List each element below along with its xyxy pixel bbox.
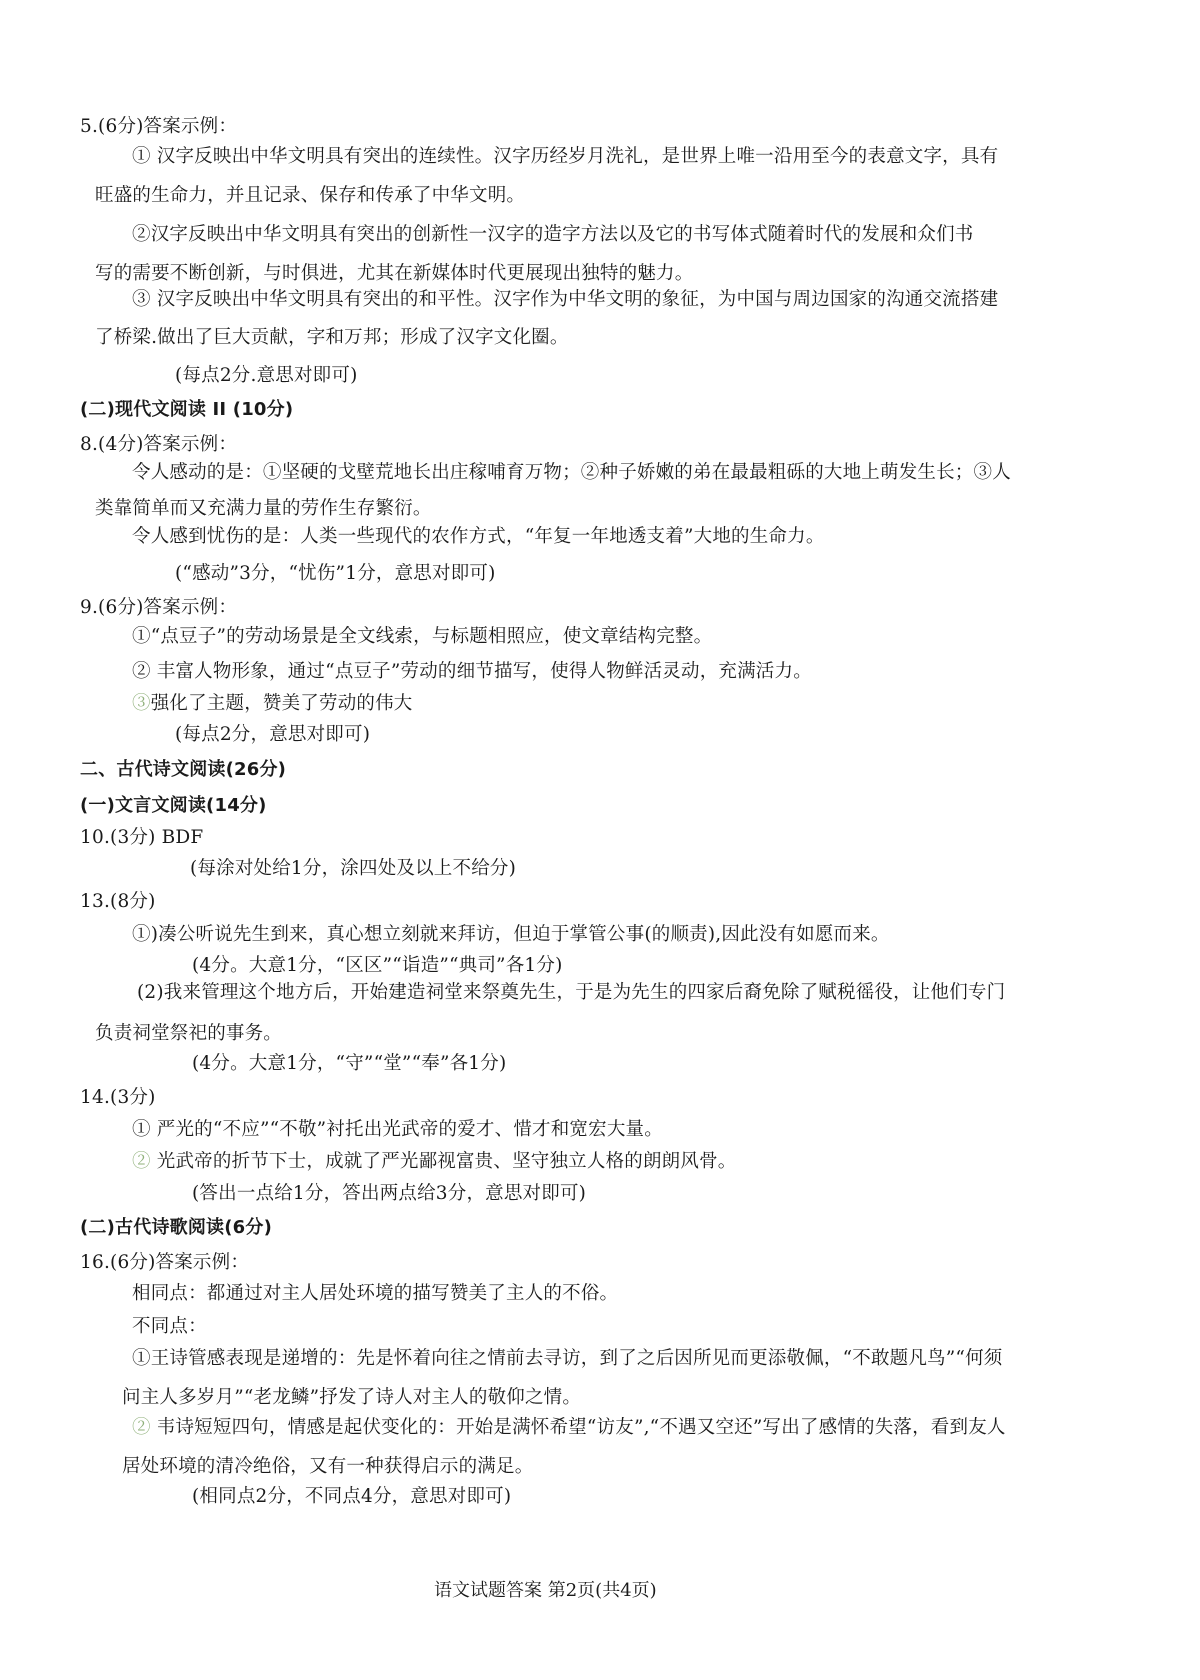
text-line bbox=[192, 953, 563, 979]
text-line bbox=[95, 183, 525, 209]
line-text: 9.(6分)答案示例： bbox=[80, 597, 238, 618]
text-line bbox=[122, 1385, 581, 1411]
line-text: (4分。大意1分，“守”“堂”“奉”各1分) bbox=[192, 1053, 507, 1074]
text-line bbox=[192, 1051, 506, 1077]
text-line bbox=[132, 1314, 207, 1340]
text-line bbox=[175, 722, 370, 748]
page-footer: 语文试题答案 第2页(共4页) bbox=[434, 1580, 657, 1601]
line-text: ① 汉字反映出中华文明具有突出的连续性。汉字历经岁月洗礼，是世界上唯一沿用至今的表意文字，具有 bbox=[132, 146, 999, 167]
line-text: ①)凑公听说先生到来，真心想立刻就来拜访，但迫于掌管公事(的顺责),因此没有如愿而来。 bbox=[132, 924, 890, 945]
line-text: 16.(6分)答案示例： bbox=[80, 1252, 250, 1273]
line-text: 10.(3分) BDF bbox=[80, 827, 204, 848]
line-text: (一)文言文阅读(14分) bbox=[80, 795, 267, 816]
line-text: ② 丰富人物形象，通过“点豆子”劳动的细节描写，使得人物鲜活灵动，充满活力。 bbox=[132, 661, 812, 682]
text-line bbox=[132, 144, 998, 170]
text-line bbox=[95, 1021, 282, 1047]
line-text: 8.(4分)答案示例： bbox=[80, 434, 238, 455]
text-line bbox=[132, 1281, 618, 1307]
text-line bbox=[132, 524, 825, 550]
line-text: ②汉字反映出中华文明具有突出的创新性一汉字的造字方法以及它的书写体式随着时代的发展和众们书 bbox=[132, 224, 974, 245]
line-text: 令人感到忧伤的是：人类一些现代的农作方式，“年复一年地透支着”大地的生命力。 bbox=[132, 526, 825, 547]
line-text: 居处环境的清冷绝俗，又有一种获得启示的满足。 bbox=[122, 1456, 534, 1477]
text-line bbox=[192, 1181, 586, 1207]
section-heading bbox=[80, 1215, 272, 1241]
text-line bbox=[192, 1484, 511, 1510]
text-line bbox=[80, 595, 237, 621]
text-line bbox=[95, 496, 432, 522]
text-line bbox=[80, 825, 203, 851]
line-text: (相同点2分，不同点4分，意思对即可) bbox=[192, 1486, 512, 1507]
text-line bbox=[95, 261, 693, 287]
line-text: 了桥梁.做出了巨大贡献，字和万邦；形成了汉字文化圈。 bbox=[95, 327, 569, 348]
text-line bbox=[132, 287, 998, 313]
line-text: 不同点： bbox=[132, 1316, 207, 1337]
text-line bbox=[80, 114, 237, 140]
section-heading bbox=[80, 793, 267, 819]
line-text: (4分。大意1分，“区区”“诣造”“典司”各1分) bbox=[192, 955, 563, 976]
line-text: ③ 汉字反映出中华文明具有突出的和平性。汉字作为中华文明的象征，为中国与周边国家的沟通交流搭建 bbox=[132, 289, 999, 310]
line-text: (每涂对处给1分，涂四处及以上不给分) bbox=[190, 858, 517, 879]
text-line bbox=[80, 1250, 249, 1276]
line-text: ①“点豆子”的劳动场景是全文线索，与标题相照应，使文章结构完整。 bbox=[132, 626, 713, 647]
text-line bbox=[132, 1415, 1006, 1441]
line-text: 负责祠堂祭祀的事务。 bbox=[95, 1023, 283, 1044]
line-text: (每点2分，意思对即可) bbox=[175, 724, 371, 745]
line-text: 问主人多岁月”“老龙鳞”抒发了诗人对主人的敬仰之情。 bbox=[122, 1387, 582, 1408]
item-number-marker: ③ bbox=[132, 693, 151, 714]
line-text: 二、古代诗文阅读(26分) bbox=[80, 759, 287, 780]
line-text: 14.(3分) bbox=[80, 1087, 156, 1108]
section-heading bbox=[80, 757, 286, 783]
text-line bbox=[175, 561, 496, 587]
text-line bbox=[132, 1346, 1002, 1372]
text-line bbox=[132, 1149, 737, 1175]
line-text: (每点2分.意思对即可) bbox=[175, 365, 358, 386]
section-heading bbox=[80, 397, 293, 423]
line-text: 类靠简单而又充满力量的劳作生存繁衍。 bbox=[95, 498, 432, 519]
line-text: (二)现代文阅读 II (10分) bbox=[80, 399, 294, 420]
line-text: 光武帝的折节下士，成就了严光鄙视富贵、坚守独立人格的朗朗风骨。 bbox=[150, 1151, 737, 1172]
text-line bbox=[80, 889, 156, 915]
text-line bbox=[80, 432, 237, 458]
line-text: (答出一点给1分，答出两点给3分，意思对即可) bbox=[192, 1183, 587, 1204]
text-line bbox=[175, 363, 358, 389]
line-text: 旺盛的生命力，并且记录、保存和传承了中华文明。 bbox=[95, 185, 526, 206]
text-line bbox=[132, 1117, 663, 1143]
line-text: 相同点：都通过对主人居处环境的描写赞美了主人的不俗。 bbox=[132, 1283, 619, 1304]
line-text: (二)古代诗歌阅读(6分) bbox=[80, 1217, 273, 1238]
line-text: 强化了主题，赞美了劳动的伟大 bbox=[150, 693, 413, 714]
text-line bbox=[190, 856, 516, 882]
text-line bbox=[132, 659, 812, 685]
line-text: 写的需要不断创新，与时俱进，尤其在新媒体时代更展现出独特的魅力。 bbox=[95, 263, 694, 284]
line-text: ①王诗管感表现是递增的：先是怀着向往之情前去寻访，到了之后因所见而更添敬佩，“不敢题凡鸟”“何须 bbox=[132, 1348, 1003, 1369]
text-line bbox=[132, 624, 712, 650]
line-text: 13.(8分) bbox=[80, 891, 156, 912]
item-number-marker: ② bbox=[132, 1151, 151, 1172]
line-text: 5.(6分)答案示例： bbox=[80, 116, 238, 137]
text-line bbox=[80, 1085, 156, 1111]
text-line bbox=[132, 222, 974, 248]
text-line bbox=[132, 460, 1011, 486]
text-line bbox=[132, 691, 413, 717]
line-text: 令人感动的是：①坚硬的戈壁荒地长出庄稼哺育万物；②种子娇嫩的弟在最最粗砾的大地上萌发生长；③人 bbox=[132, 462, 1011, 483]
text-line bbox=[95, 325, 569, 351]
text-line bbox=[122, 1454, 533, 1480]
line-text: 韦诗短短四句，情感是起伏变化的：开始是满怀希望“访友”,“不遇又空还”写出了感情的失落，看到友人 bbox=[150, 1417, 1006, 1438]
text-line bbox=[132, 922, 890, 948]
text-line bbox=[137, 980, 1005, 1006]
line-text: (“感动”3分，“忧伤”1分，意思对即可) bbox=[175, 563, 496, 584]
line-text: ① 严光的“不应”“不敬”衬托出光武帝的爱才、惜才和宽宏大量。 bbox=[132, 1119, 663, 1140]
line-text: (2)我来管理这个地方后，开始建造祠堂来祭奠先生，于是为先生的四家后裔免除了赋税徭役，让他们专门 bbox=[137, 982, 1006, 1003]
item-number-marker: ② bbox=[132, 1417, 151, 1438]
